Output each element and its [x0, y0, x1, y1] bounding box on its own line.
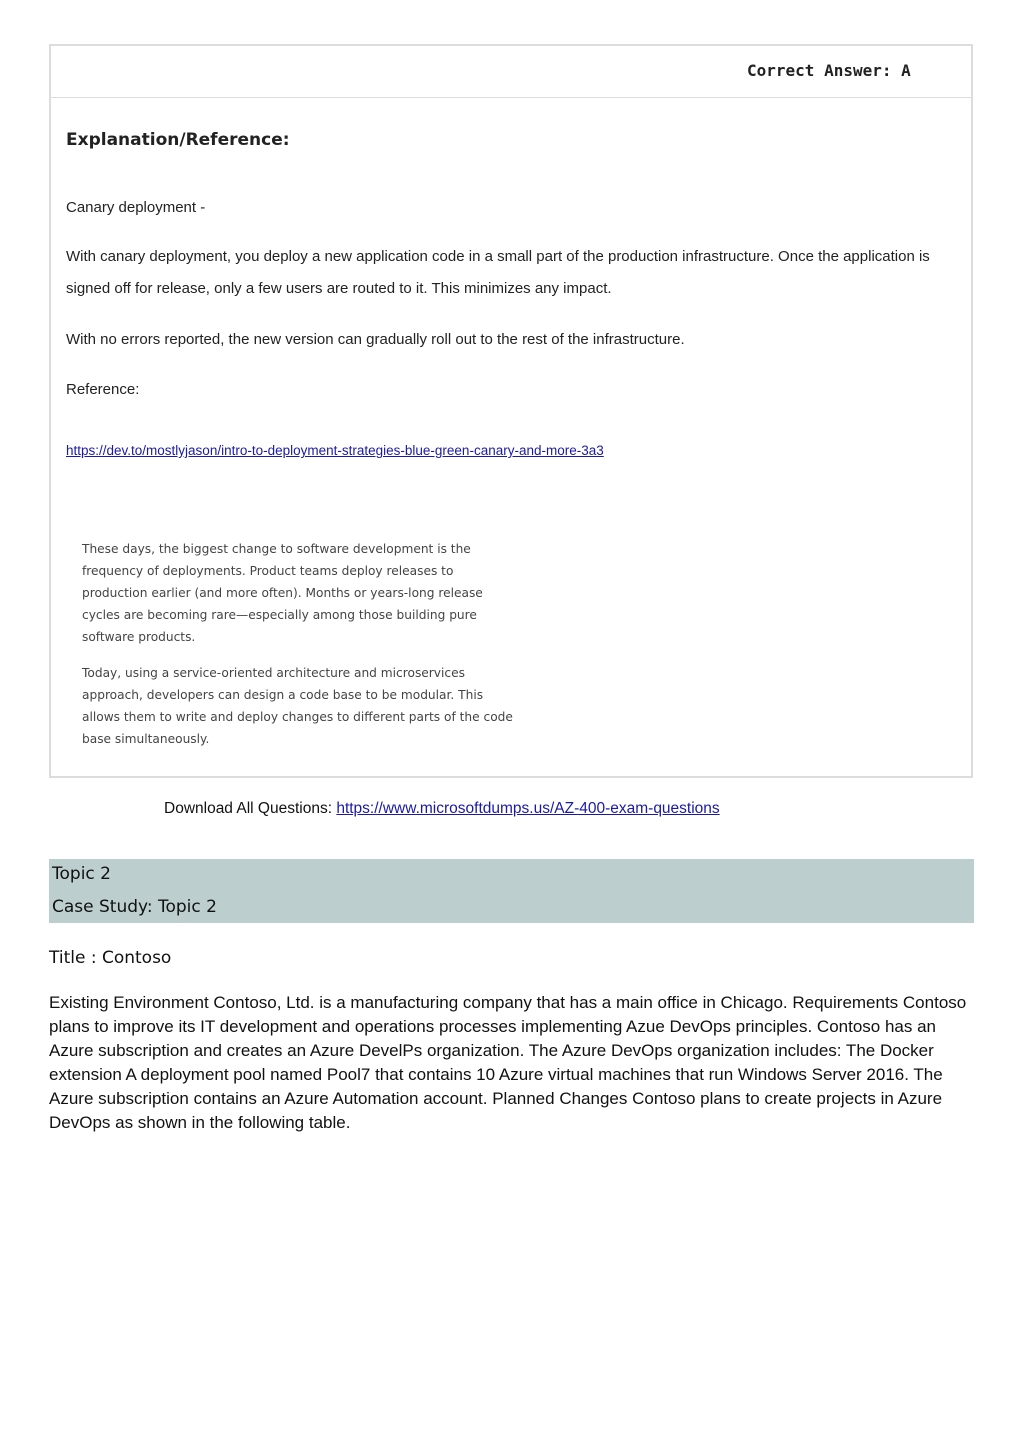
case-study-title: Case Study: Topic 2 — [52, 897, 217, 917]
download-link[interactable]: https://www.microsoftdumps.us/AZ-400-exam-questions — [336, 800, 720, 817]
download-label: Download All Questions: — [164, 800, 333, 817]
topic-title: Topic 2 — [52, 864, 111, 884]
download-line — [164, 800, 720, 818]
answer-header — [51, 46, 971, 98]
topic-banner — [49, 859, 974, 923]
case-study-body: Existing Environment Contoso, Ltd. is a manufacturing company that has a main office in Chicago. Requirements Contoso plans to improve its IT development and operations processes implementing Azue DevOps principles. Contoso has an Azure subscription and creates an Azure DevelPs organization. The Azure DevOps organization includes: The Docker extension A deployment pool named Pool7 that contains 10 Azure virtual machines that run Windows Server 2016. The Azure subscription contains an Azure Automation account. Planned Changes Contoso plans to create projects in Azure DevOps as shown in the following table. — [49, 993, 967, 1132]
reference-label: Reference: — [66, 381, 140, 398]
reference-link[interactable]: https://dev.to/mostlyjason/intro-to-deployment-strategies-blue-green-canary-and-more-3a3 — [66, 443, 604, 458]
case-study-heading: Title : Contoso — [49, 948, 172, 968]
explanation-heading: Explanation/Reference: — [66, 130, 290, 150]
quote-paragraph: Today, using a service-oriented architecture and microservices approach, developers can design a code base to be modular. This allows them to write and deploy changes to different parts of the code base simultaneously. — [82, 666, 513, 746]
correct-answer: Correct Answer: A — [747, 61, 911, 80]
quote-paragraph: These days, the biggest change to software development is the frequency of deployments. Product teams deploy releases to production earlier (and more often). Months or years-long release cycles are becoming rare—especially among those building pure software products. — [82, 542, 483, 644]
quoted-article-image — [82, 538, 522, 764]
explanation-paragraph: Canary deployment - — [66, 199, 206, 216]
explanation-paragraph: With canary deployment, you deploy a new application code in a small part of the production infrastructure. Once the application is signed off for release, only a few users are routed to it. This minimizes any impact. — [66, 248, 930, 297]
explanation-paragraph: With no errors reported, the new version can gradually roll out to the rest of the infrastructure. — [66, 331, 685, 348]
answer-explanation-box — [49, 44, 973, 778]
